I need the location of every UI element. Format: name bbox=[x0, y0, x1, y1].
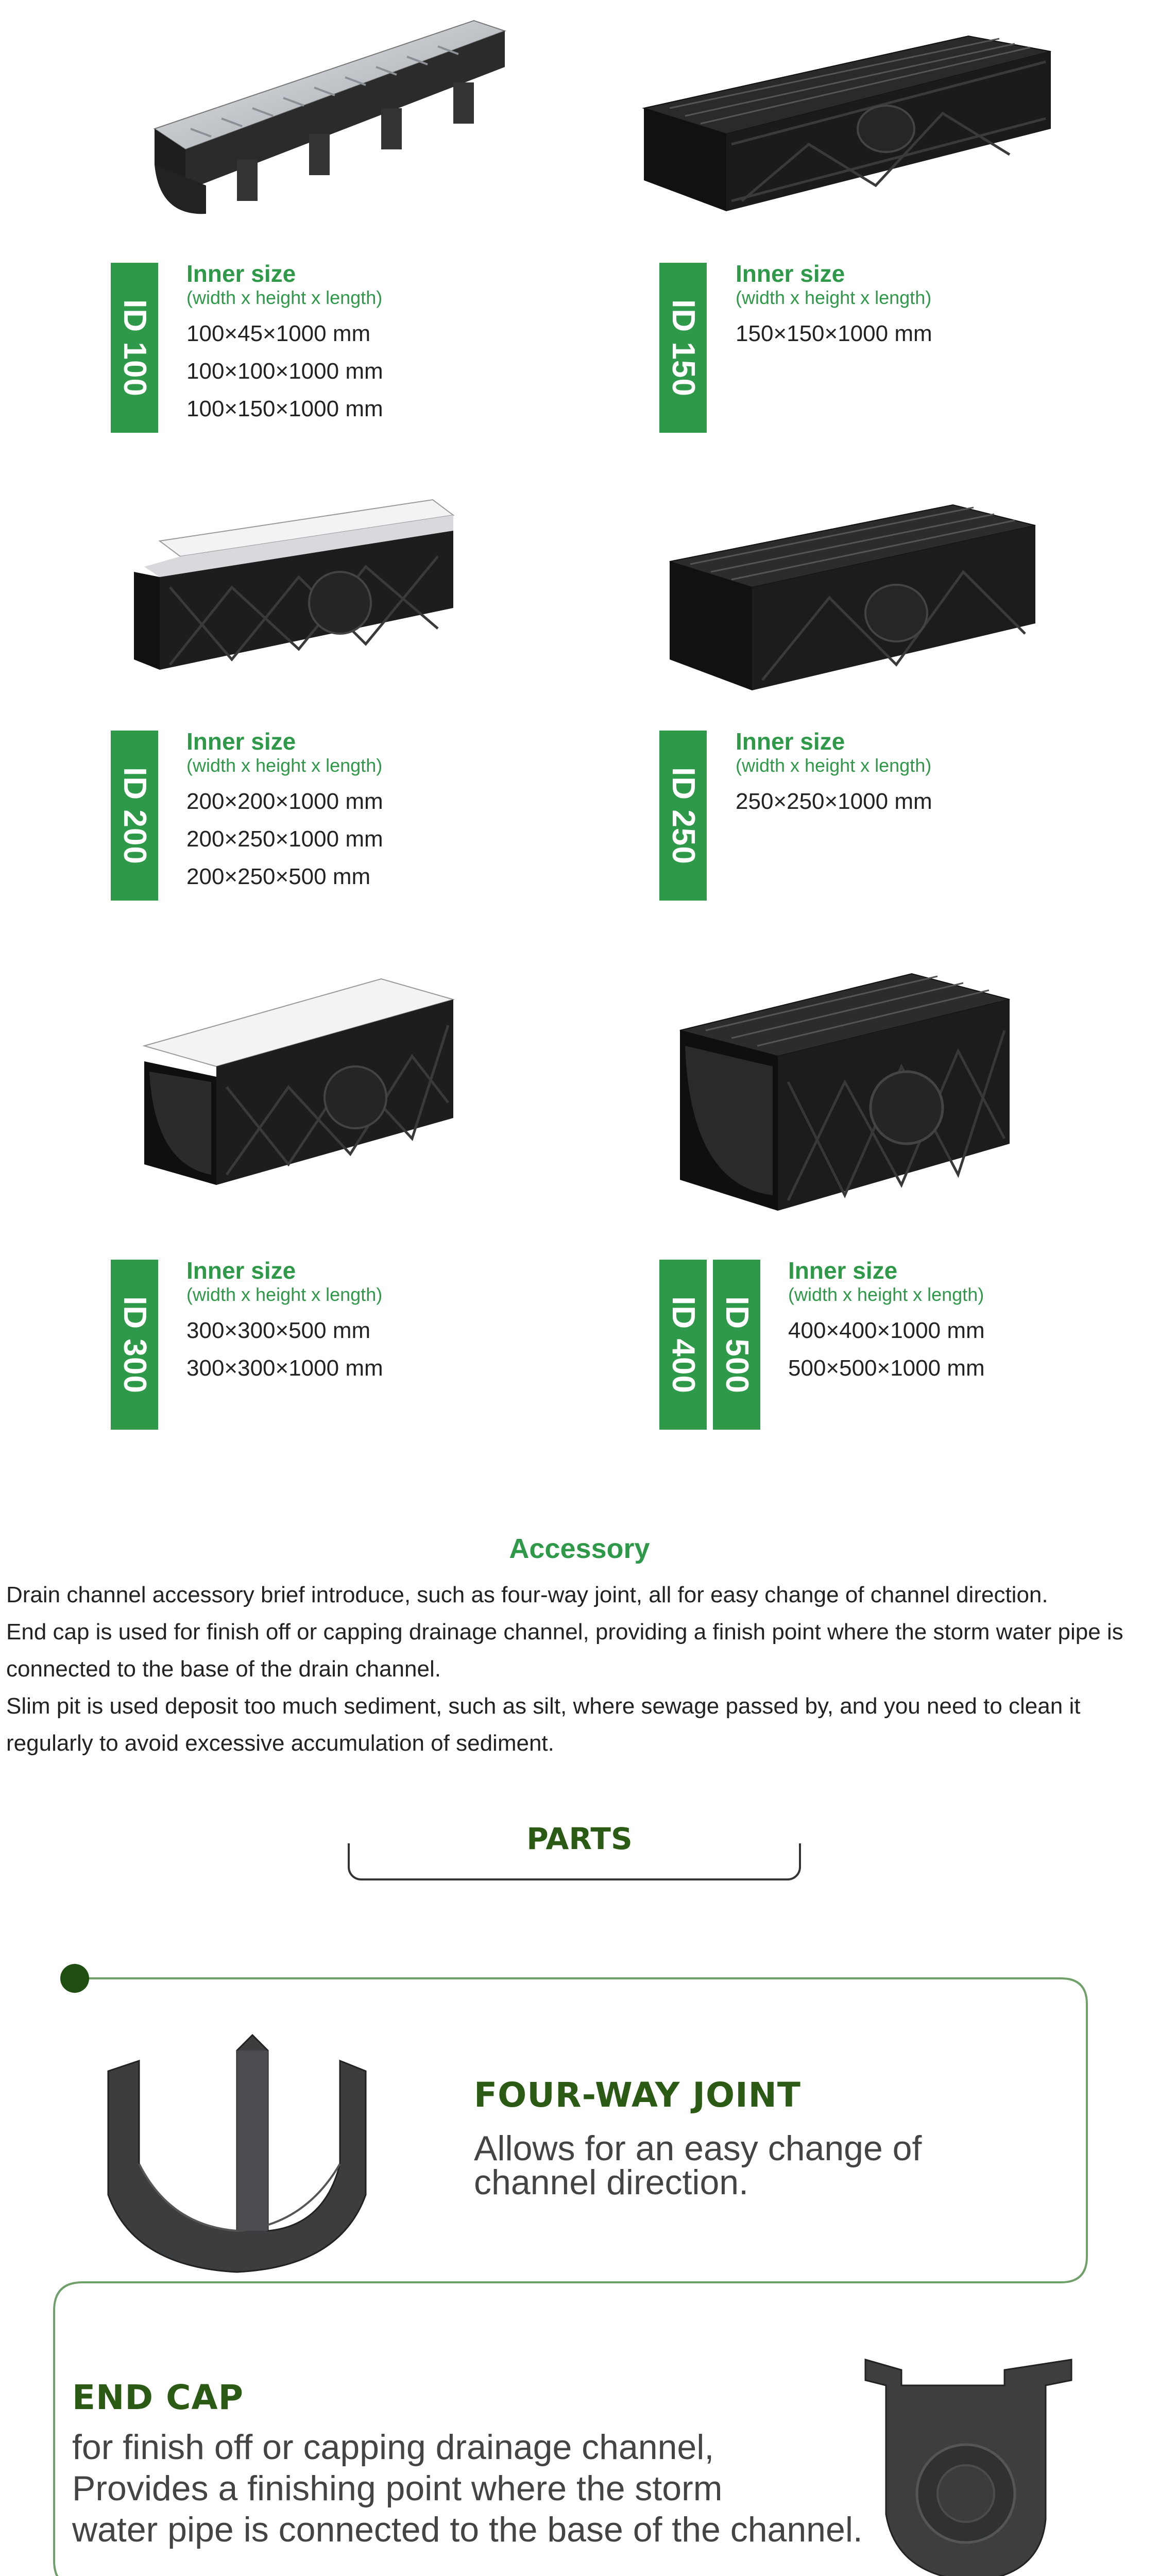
size-value: 250×250×1000 mm bbox=[736, 789, 932, 814]
description-line: channel direction. bbox=[474, 2163, 749, 2202]
id-tag-300 bbox=[111, 1260, 158, 1430]
timeline-dot-top bbox=[60, 1964, 89, 1993]
spec-id200 bbox=[186, 728, 383, 895]
parts-label: PARTS bbox=[515, 1821, 644, 1856]
end-cap-heading: END CAP bbox=[72, 2378, 244, 2417]
id-label: ID 100 bbox=[116, 299, 152, 397]
accessory-description bbox=[6, 1577, 1153, 1762]
description-line: water pipe is connected to the base of the channel. bbox=[72, 2510, 863, 2549]
spec-id300 bbox=[186, 1257, 383, 1387]
spec-id100 bbox=[186, 260, 383, 428]
size-value: 100×150×1000 mm bbox=[186, 396, 383, 421]
inner-size-subtitle: (width x height x length) bbox=[186, 1284, 383, 1305]
size-value: 300×300×500 mm bbox=[186, 1318, 371, 1343]
four-way-joint-heading: FOUR-WAY JOINT bbox=[474, 2075, 801, 2115]
size-value: 100×100×1000 mm bbox=[186, 359, 383, 384]
inner-size-title: Inner size bbox=[186, 728, 296, 755]
inner-size-title: Inner size bbox=[788, 1257, 898, 1284]
inner-size-subtitle: (width x height x length) bbox=[186, 287, 383, 308]
spec-id150 bbox=[736, 260, 932, 352]
id-tag-250 bbox=[659, 731, 707, 901]
inner-size-subtitle: (width x height x length) bbox=[736, 755, 932, 776]
size-value: 300×300×1000 mm bbox=[186, 1355, 383, 1381]
size-value: 400×400×1000 mm bbox=[788, 1318, 985, 1343]
description-line: Allows for an easy change of bbox=[474, 2129, 922, 2168]
description-line: Provides a finishing point where the storm bbox=[72, 2469, 723, 2508]
accessory-paragraph: Drain channel accessory brief introduce, such as four-way joint, all for easy change of channel direction. bbox=[6, 1582, 1048, 1607]
four-way-joint-image bbox=[98, 2009, 376, 2277]
inner-size-title: Inner size bbox=[186, 1257, 296, 1284]
id-label: ID 250 bbox=[665, 767, 701, 865]
id-tag-150 bbox=[659, 263, 707, 433]
size-value: 100×45×1000 mm bbox=[186, 321, 371, 346]
spec-id250 bbox=[736, 728, 932, 820]
id-label: ID 200 bbox=[116, 767, 152, 865]
id-tag-500 bbox=[713, 1260, 760, 1430]
id-tag-100 bbox=[111, 263, 158, 433]
id-tag-200 bbox=[111, 731, 158, 901]
channel-id300-image bbox=[134, 969, 464, 1195]
inner-size-title: Inner size bbox=[186, 260, 296, 287]
channel-id100-image bbox=[144, 10, 515, 227]
accessory-paragraph: Slim pit is used deposit too much sediment, such as silt, where sewage passed by, and you need to clean it regularly to avoid excessive accumulation of sediment. bbox=[6, 1693, 1081, 1756]
end-cap-description bbox=[72, 2427, 863, 2550]
id-label: ID 500 bbox=[719, 1296, 755, 1394]
inner-size-subtitle: (width x height x length) bbox=[186, 755, 383, 776]
size-value: 200×200×1000 mm bbox=[186, 789, 383, 814]
channel-id400-500-image bbox=[675, 969, 1015, 1216]
size-value: 150×150×1000 mm bbox=[736, 321, 932, 346]
channel-id200-image bbox=[129, 495, 458, 701]
end-cap-image bbox=[855, 2349, 1082, 2576]
inner-size-title: Inner size bbox=[736, 728, 845, 755]
inner-size-subtitle: (width x height x length) bbox=[788, 1284, 984, 1305]
channel-id250-image bbox=[664, 495, 1046, 701]
size-value: 200×250×1000 mm bbox=[186, 826, 383, 852]
accessory-paragraph: End cap is used for finish off or capping drainage channel, providing a finish point where the storm water pipe is connected to the base of the drain channel. bbox=[6, 1619, 1123, 1682]
inner-size-subtitle: (width x height x length) bbox=[736, 287, 932, 308]
description-line: for finish off or capping drainage channel, bbox=[72, 2428, 714, 2467]
inner-size-title: Inner size bbox=[736, 260, 845, 287]
id-tag-400 bbox=[659, 1260, 707, 1430]
id-label: ID 150 bbox=[665, 299, 701, 397]
spec-id400-500 bbox=[788, 1257, 985, 1387]
id-label: ID 300 bbox=[116, 1296, 152, 1394]
accessory-title: Accessory bbox=[509, 1533, 650, 1564]
size-value: 500×500×1000 mm bbox=[788, 1355, 985, 1381]
id-label: ID 400 bbox=[665, 1296, 701, 1394]
four-way-joint-description bbox=[474, 2128, 922, 2203]
size-value: 200×250×500 mm bbox=[186, 864, 371, 889]
channel-id150-image bbox=[639, 31, 1061, 216]
